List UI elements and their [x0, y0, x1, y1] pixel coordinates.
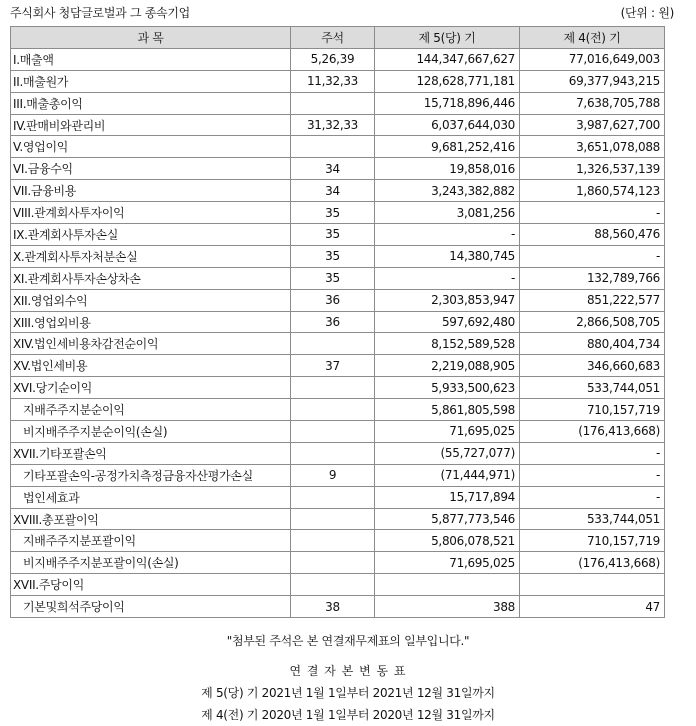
row-note: 35 — [291, 267, 375, 289]
row-prior-amount: 3,987,627,700 — [520, 114, 665, 136]
table-row — [11, 442, 665, 464]
row-item-label: XI.관계회사투자손상차손 — [11, 267, 291, 289]
row-current-amount: 144,347,667,627 — [375, 48, 520, 70]
row-note — [291, 486, 375, 508]
table-row — [11, 114, 665, 136]
table-row — [11, 289, 665, 311]
row-prior-amount: - — [520, 442, 665, 464]
row-note — [291, 92, 375, 114]
table-body — [11, 48, 665, 617]
row-item-label: XIII.영업외비용 — [11, 311, 291, 333]
row-note — [291, 421, 375, 443]
row-note: 35 — [291, 202, 375, 224]
row-current-amount: 2,303,853,947 — [375, 289, 520, 311]
table-row — [11, 399, 665, 421]
row-current-amount: 2,219,088,905 — [375, 355, 520, 377]
row-note — [291, 399, 375, 421]
row-current-amount: 8,152,589,528 — [375, 333, 520, 355]
row-prior-amount: - — [520, 464, 665, 486]
row-item-label: XII.영업외수익 — [11, 289, 291, 311]
next-statement-title: 연 결 자 본 변 동 표 — [289, 664, 407, 678]
table-row — [11, 355, 665, 377]
row-prior-amount: 69,377,943,215 — [520, 70, 665, 92]
row-current-amount: 71,695,025 — [375, 552, 520, 574]
row-item-label: XIV.법인세비용차감전순이익 — [11, 333, 291, 355]
row-item-label: IX.관계회사투자손실 — [11, 224, 291, 246]
row-note — [291, 574, 375, 596]
row-item-label: V.영업이익 — [11, 136, 291, 158]
row-note — [291, 377, 375, 399]
row-item-label: 비지배주주지분포괄이익(손실) — [11, 552, 291, 574]
row-current-amount: 388 — [375, 596, 520, 618]
table-row — [11, 311, 665, 333]
row-prior-amount: - — [520, 202, 665, 224]
row-item-label: 비지배주주지분순이익(손실) — [11, 421, 291, 443]
column-header-prior-period: 제 4(전) 기 — [520, 27, 665, 49]
row-current-amount: 15,717,894 — [375, 486, 520, 508]
table-row — [11, 530, 665, 552]
row-item-label: I.매출액 — [11, 48, 291, 70]
period-prior: 제 4(전) 기 2020년 1월 1일부터 2020년 12월 31일까지 — [201, 708, 495, 722]
row-item-label: XVIII.총포괄이익 — [11, 508, 291, 530]
row-prior-amount: 7,638,705,788 — [520, 92, 665, 114]
row-item-label: XVI.당기순이익 — [11, 377, 291, 399]
table-row — [11, 245, 665, 267]
row-current-amount: 19,858,016 — [375, 158, 520, 180]
income-statement-table — [10, 26, 665, 618]
table-row — [11, 158, 665, 180]
column-header-item: 과 목 — [11, 27, 291, 49]
row-prior-amount: (176,413,668) — [520, 552, 665, 574]
unit-label: (단위 : 원) — [620, 6, 674, 20]
column-header-note: 주석 — [291, 27, 375, 49]
company-name: 주식회사 청담글로벌과 그 종속기업 — [10, 6, 190, 20]
row-note: 35 — [291, 224, 375, 246]
row-prior-amount — [520, 574, 665, 596]
row-note: 36 — [291, 311, 375, 333]
table-row — [11, 421, 665, 443]
row-prior-amount: 88,560,476 — [520, 224, 665, 246]
row-prior-amount: 710,157,719 — [520, 399, 665, 421]
column-header-current-period: 제 5(당) 기 — [375, 27, 520, 49]
row-prior-amount: 533,744,051 — [520, 508, 665, 530]
row-prior-amount: 851,222,577 — [520, 289, 665, 311]
row-prior-amount: 77,016,649,003 — [520, 48, 665, 70]
row-note: 37 — [291, 355, 375, 377]
footnote: "첨부된 주석은 본 연결재무제표의 일부입니다." — [226, 634, 470, 648]
table-row — [11, 267, 665, 289]
row-prior-amount: - — [520, 245, 665, 267]
row-current-amount: 5,877,773,546 — [375, 508, 520, 530]
row-note: 38 — [291, 596, 375, 618]
row-current-amount: 5,861,805,598 — [375, 399, 520, 421]
row-item-label: VII.금융비용 — [11, 180, 291, 202]
table-row — [11, 48, 665, 70]
row-prior-amount: 346,660,683 — [520, 355, 665, 377]
row-current-amount: 71,695,025 — [375, 421, 520, 443]
row-item-label: XVII.주당이익 — [11, 574, 291, 596]
row-note — [291, 442, 375, 464]
row-note: 35 — [291, 245, 375, 267]
row-item-label: X.관계회사투자처분손실 — [11, 245, 291, 267]
row-current-amount: 5,806,078,521 — [375, 530, 520, 552]
table-row — [11, 70, 665, 92]
row-item-label: 기본및희석주당이익 — [11, 596, 291, 618]
row-item-label: 지배주주지분순이익 — [11, 399, 291, 421]
row-note — [291, 508, 375, 530]
row-current-amount: 597,692,480 — [375, 311, 520, 333]
table-row — [11, 596, 665, 618]
row-note: 36 — [291, 289, 375, 311]
table-row — [11, 464, 665, 486]
row-current-amount: - — [375, 267, 520, 289]
row-current-amount: 6,037,644,030 — [375, 114, 520, 136]
row-current-amount: 5,933,500,623 — [375, 377, 520, 399]
row-item-label: VIII.관계회사투자이익 — [11, 202, 291, 224]
row-item-label: 기타포괄손익-공정가치측정금융자산평가손실 — [11, 464, 291, 486]
row-item-label: XV.법인세비용 — [11, 355, 291, 377]
row-item-label: 지배주주지분포괄이익 — [11, 530, 291, 552]
table-row — [11, 377, 665, 399]
row-current-amount: (55,727,077) — [375, 442, 520, 464]
row-note: 9 — [291, 464, 375, 486]
row-current-amount: 14,380,745 — [375, 245, 520, 267]
row-item-label: VI.금융수익 — [11, 158, 291, 180]
row-prior-amount: 2,866,508,705 — [520, 311, 665, 333]
row-current-amount: 128,628,771,181 — [375, 70, 520, 92]
row-current-amount: 3,243,382,882 — [375, 180, 520, 202]
row-item-label: II.매출원가 — [11, 70, 291, 92]
row-current-amount: 9,681,252,416 — [375, 136, 520, 158]
row-note — [291, 552, 375, 574]
row-note: 34 — [291, 158, 375, 180]
period-current: 제 5(당) 기 2021년 1월 1일부터 2021년 12월 31일까지 — [201, 686, 495, 700]
row-prior-amount: 880,404,734 — [520, 333, 665, 355]
table-row — [11, 552, 665, 574]
row-note — [291, 530, 375, 552]
table-row — [11, 333, 665, 355]
row-current-amount — [375, 574, 520, 596]
row-prior-amount: 710,157,719 — [520, 530, 665, 552]
table-row — [11, 92, 665, 114]
row-current-amount: 15,718,896,446 — [375, 92, 520, 114]
row-prior-amount: (176,413,668) — [520, 421, 665, 443]
row-prior-amount: 1,326,537,139 — [520, 158, 665, 180]
table-row — [11, 486, 665, 508]
table-row — [11, 202, 665, 224]
table-row — [11, 508, 665, 530]
row-prior-amount: 1,860,574,123 — [520, 180, 665, 202]
row-prior-amount: 132,789,766 — [520, 267, 665, 289]
row-prior-amount: - — [520, 486, 665, 508]
row-current-amount: (71,444,971) — [375, 464, 520, 486]
table-row — [11, 574, 665, 596]
row-note: 5,26,39 — [291, 48, 375, 70]
row-prior-amount: 533,744,051 — [520, 377, 665, 399]
table-row — [11, 136, 665, 158]
row-note: 34 — [291, 180, 375, 202]
row-current-amount: 3,081,256 — [375, 202, 520, 224]
row-prior-amount: 47 — [520, 596, 665, 618]
row-note — [291, 333, 375, 355]
row-note — [291, 136, 375, 158]
row-current-amount: - — [375, 224, 520, 246]
row-item-label: 법인세효과 — [11, 486, 291, 508]
report-header — [10, 4, 674, 21]
table-row — [11, 180, 665, 202]
row-prior-amount: 3,651,078,088 — [520, 136, 665, 158]
row-note: 11,32,33 — [291, 70, 375, 92]
row-note: 31,32,33 — [291, 114, 375, 136]
table-header-row — [11, 27, 665, 49]
table-row — [11, 224, 665, 246]
row-item-label: XVII.기타포괄손익 — [11, 442, 291, 464]
row-item-label: IV.판매비와관리비 — [11, 114, 291, 136]
row-item-label: III.매출총이익 — [11, 92, 291, 114]
